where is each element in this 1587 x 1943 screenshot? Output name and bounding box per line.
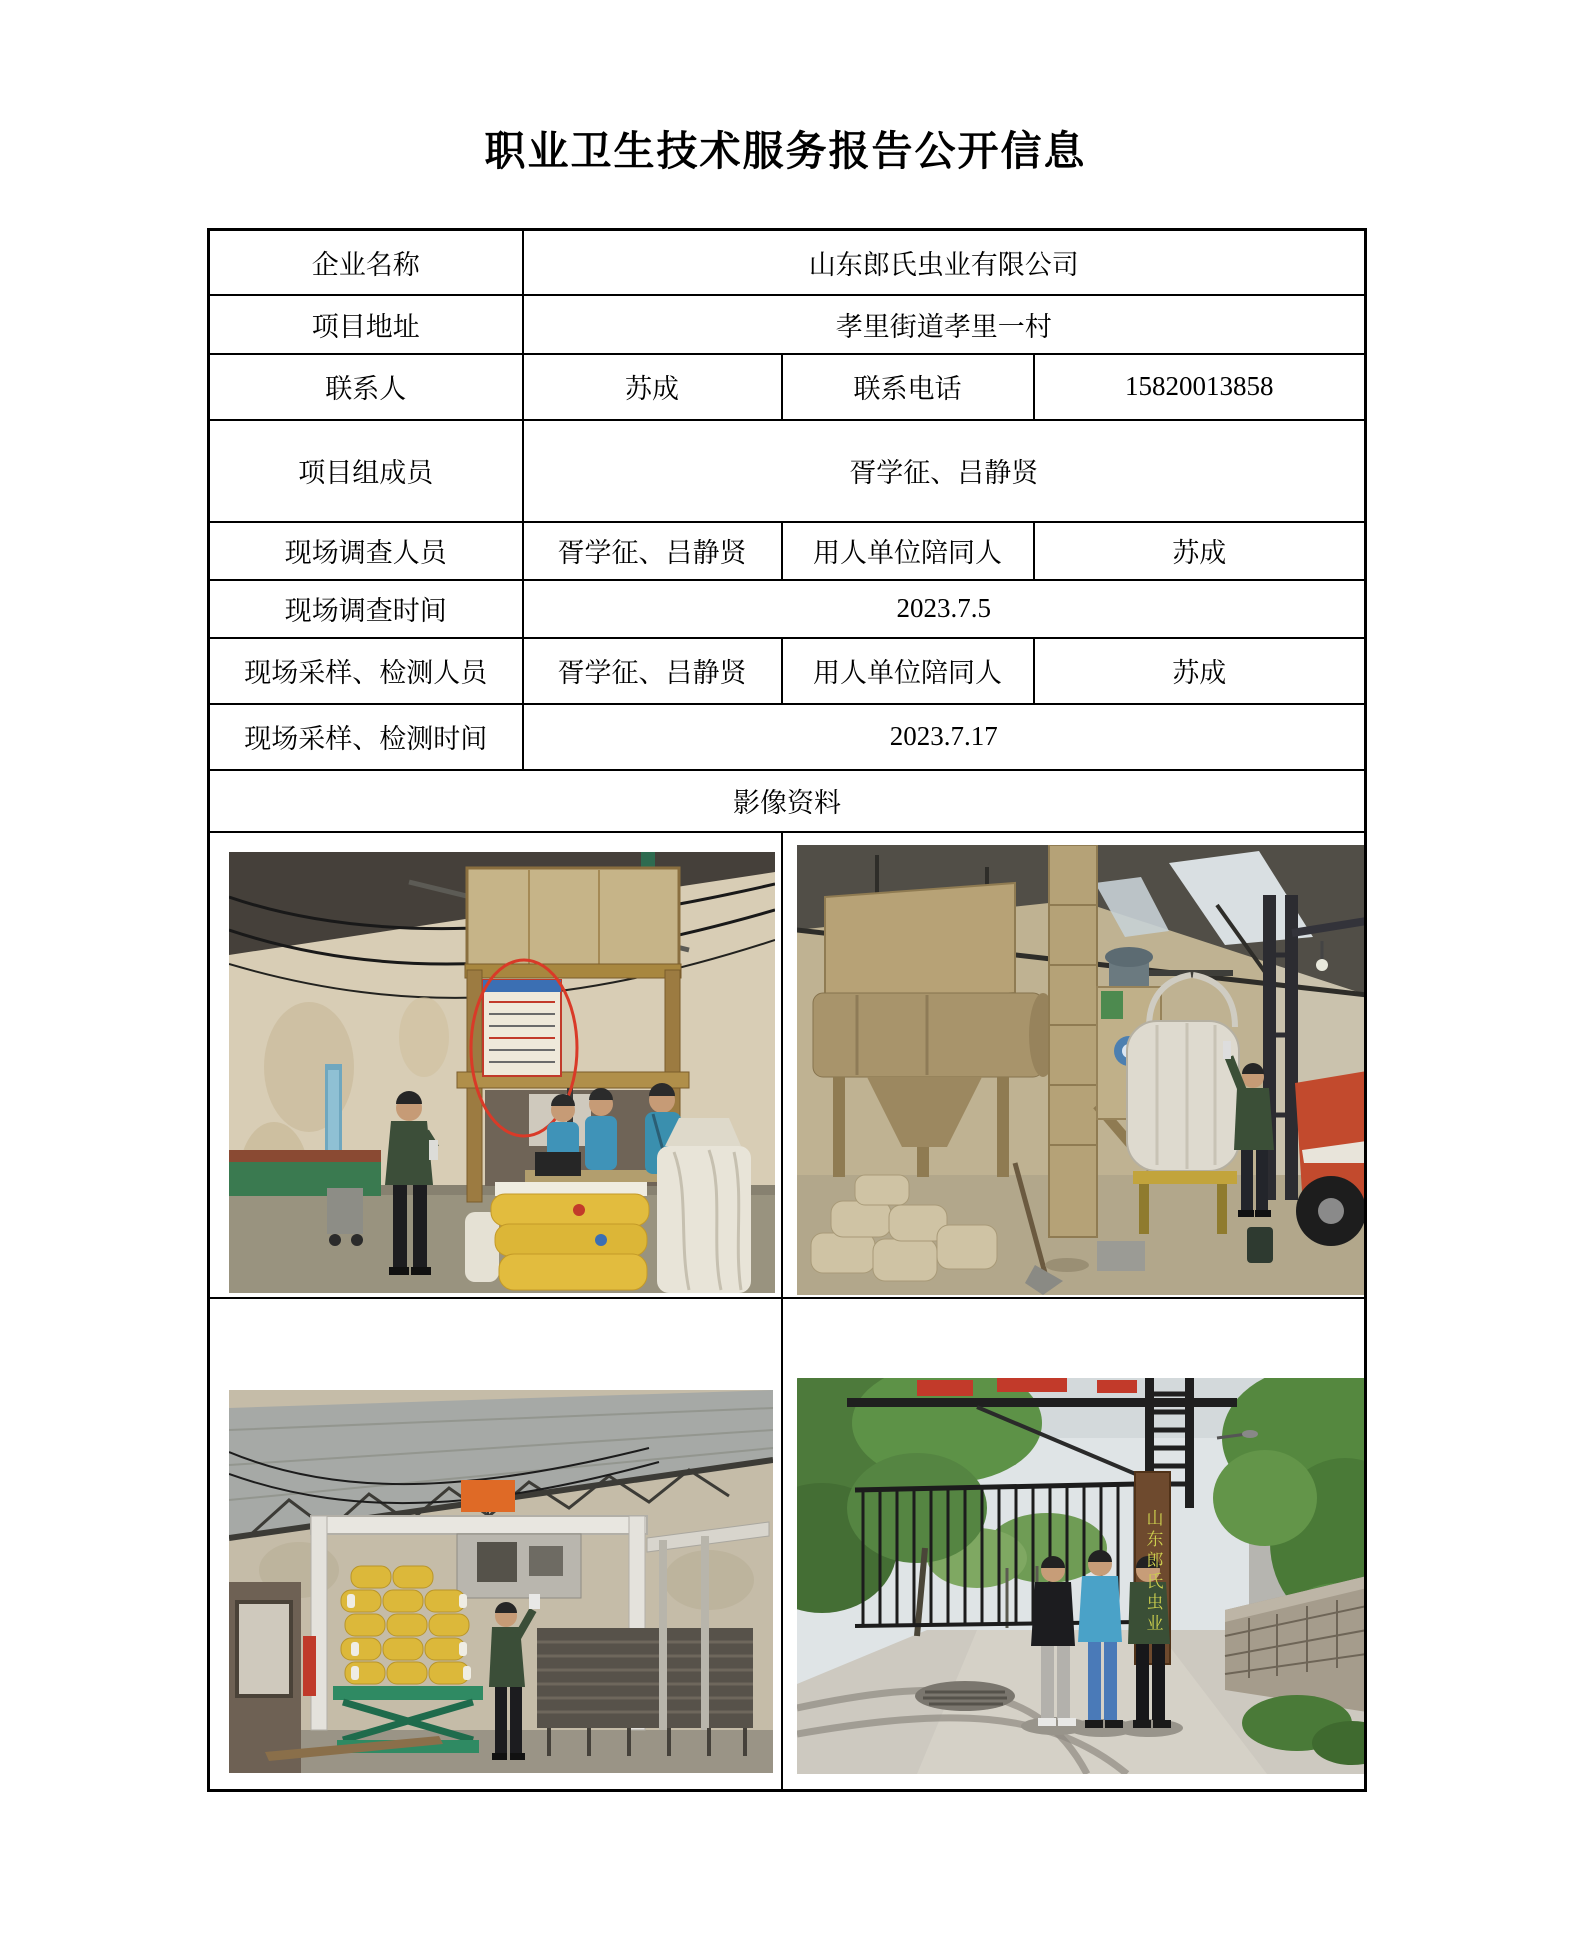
photo-3-illustration bbox=[229, 1390, 773, 1773]
contact-value: 苏成 bbox=[523, 354, 782, 420]
table-row bbox=[209, 522, 1366, 580]
photo-workshop-packing-survey bbox=[229, 852, 775, 1293]
photo-cell-top-left bbox=[209, 832, 782, 1298]
contact-label: 联系人 bbox=[209, 354, 523, 420]
photo-1-illustration bbox=[229, 852, 775, 1293]
sampling-staff-value: 胥学征、吕静贤 bbox=[523, 638, 782, 704]
photo-4-illustration bbox=[797, 1378, 1366, 1774]
photo-mixing-equipment-sampling bbox=[797, 845, 1366, 1295]
photo-cell-bottom-right bbox=[782, 1298, 1366, 1791]
survey-escort-value: 苏成 bbox=[1034, 522, 1366, 580]
factory-gate-sign-text: 山东郎氏虫业 bbox=[1143, 1508, 1163, 1635]
photo-cell-bottom-left bbox=[209, 1298, 782, 1791]
sampling-time-label: 现场采样、检测时间 bbox=[209, 704, 523, 770]
table-row bbox=[209, 704, 1366, 770]
media-section-header: 影像资料 bbox=[209, 770, 1366, 832]
project-team-label: 项目组成员 bbox=[209, 420, 523, 522]
table-row bbox=[209, 295, 1366, 354]
survey-staff-value: 胥学征、吕静贤 bbox=[523, 522, 782, 580]
phone-label: 联系电话 bbox=[782, 354, 1034, 420]
sampling-staff-label: 现场采样、检测人员 bbox=[209, 638, 523, 704]
phone-value: 15820013858 bbox=[1034, 354, 1366, 420]
survey-staff-label: 现场调查人员 bbox=[209, 522, 523, 580]
sampling-time-value: 2023.7.17 bbox=[523, 704, 1366, 770]
survey-escort-label: 用人单位陪同人 bbox=[782, 522, 1034, 580]
table-row bbox=[209, 638, 1366, 704]
photo-cell-top-right bbox=[782, 832, 1366, 1298]
project-address-value: 孝里街道孝里一村 bbox=[523, 295, 1366, 354]
project-address-label: 项目地址 bbox=[209, 295, 523, 354]
survey-time-value: 2023.7.5 bbox=[523, 580, 1366, 638]
photo-row bbox=[209, 832, 1366, 1298]
photo-palletizer-workshop-sampling bbox=[229, 1390, 773, 1773]
photo-2-illustration bbox=[797, 845, 1366, 1295]
company-name-label: 企业名称 bbox=[209, 230, 523, 295]
page-title: 职业卫生技术服务报告公开信息 bbox=[484, 128, 1087, 174]
company-name-value: 山东郎氏虫业有限公司 bbox=[523, 230, 1366, 295]
table-row bbox=[209, 580, 1366, 638]
table-row bbox=[209, 420, 1366, 522]
photo-factory-gate-group bbox=[797, 1378, 1366, 1774]
table-row bbox=[209, 354, 1366, 420]
table-row bbox=[209, 230, 1366, 295]
survey-time-label: 现场调查时间 bbox=[209, 580, 523, 638]
report-table bbox=[207, 228, 1367, 1792]
table-row bbox=[209, 770, 1366, 832]
photo-row bbox=[209, 1298, 1366, 1791]
sampling-escort-value: 苏成 bbox=[1034, 638, 1366, 704]
sampling-escort-label: 用人单位陪同人 bbox=[782, 638, 1034, 704]
project-team-value: 胥学征、吕静贤 bbox=[523, 420, 1366, 522]
